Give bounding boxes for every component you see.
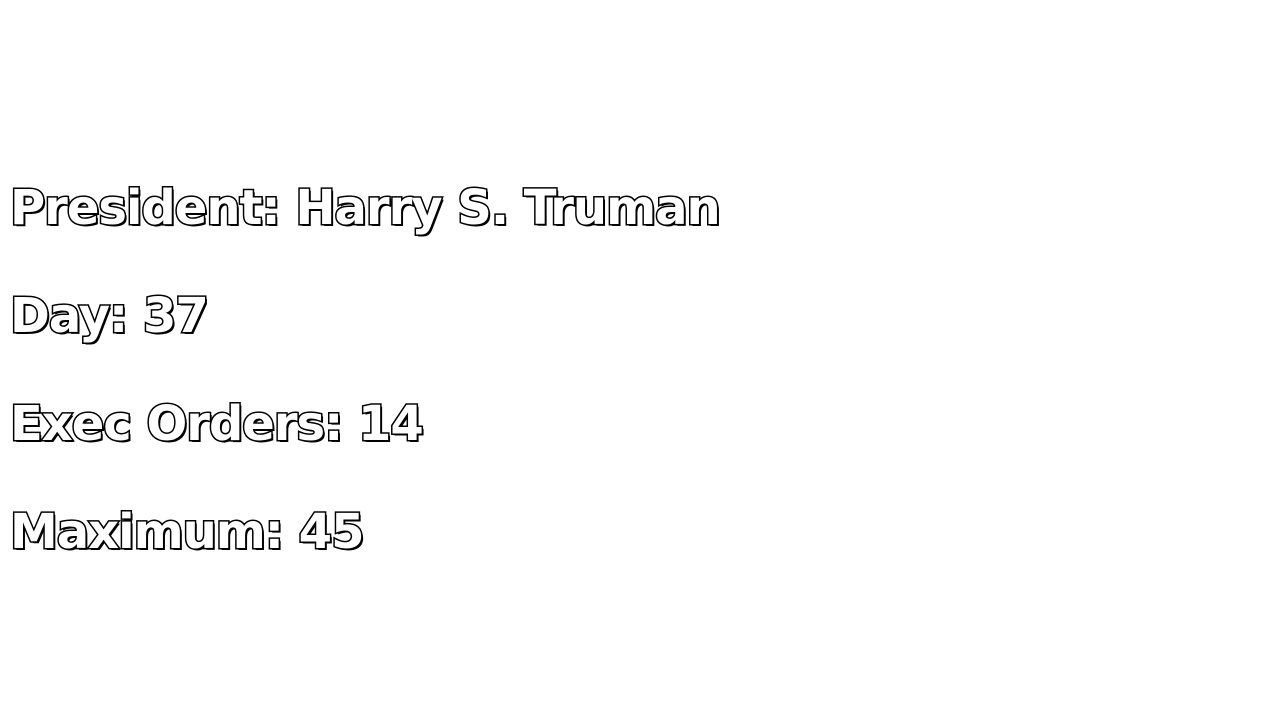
president-label: President: Harry S. Truman	[10, 180, 720, 236]
stats-overlay	[10, 0, 1270, 720]
maximum-counter: Maximum: 45	[10, 504, 364, 560]
day-counter: Day: 37	[10, 288, 208, 344]
exec-orders-counter: Exec Orders: 14	[10, 396, 423, 452]
